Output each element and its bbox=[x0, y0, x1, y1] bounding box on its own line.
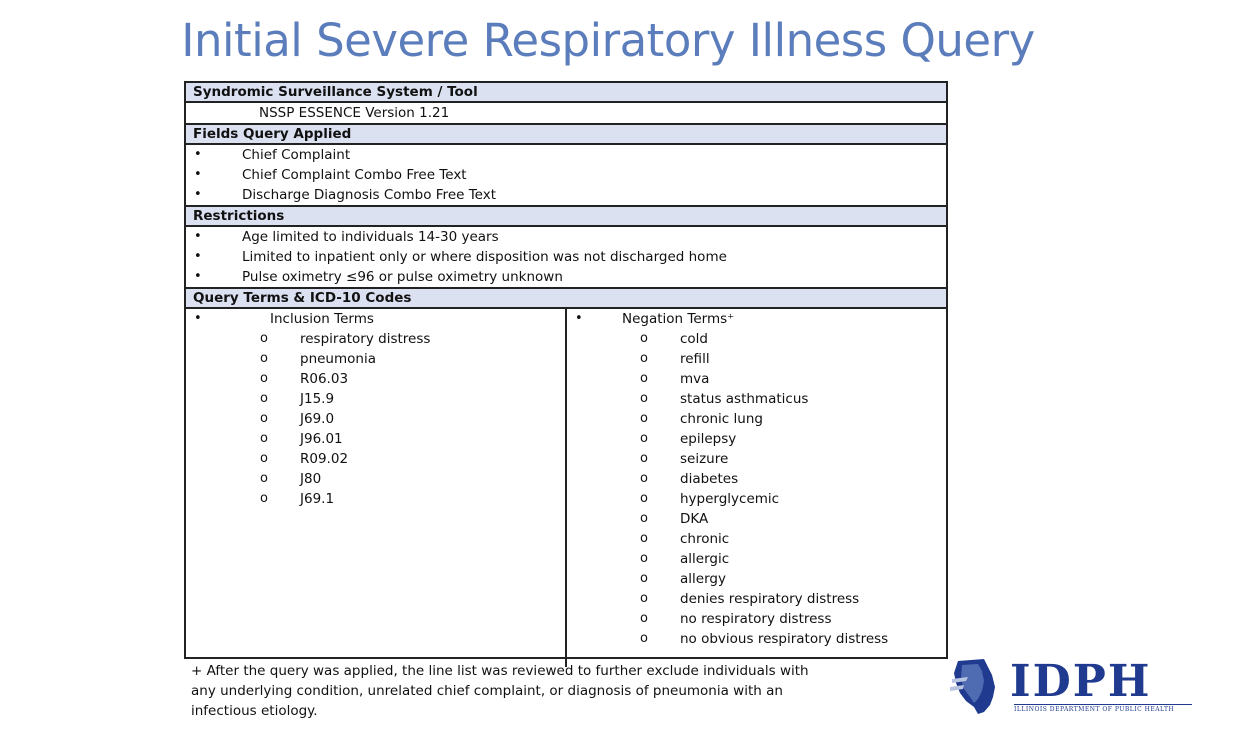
bullet: • bbox=[194, 269, 202, 284]
section-system bbox=[186, 103, 946, 125]
list-item bbox=[567, 589, 946, 609]
list-item bbox=[567, 549, 946, 569]
negation-heading: • Negation Terms⁺ bbox=[575, 311, 735, 327]
list-item bbox=[567, 369, 946, 389]
list-item bbox=[567, 509, 946, 529]
sub-bullet: o bbox=[640, 331, 648, 346]
term-text: allergy bbox=[680, 571, 726, 587]
term-text: status asthmaticus bbox=[680, 391, 809, 407]
list-item bbox=[186, 429, 565, 449]
bullet: • bbox=[575, 311, 583, 326]
sub-bullet: o bbox=[640, 511, 648, 526]
sub-bullet: o bbox=[260, 391, 268, 406]
list-item bbox=[186, 369, 565, 389]
term-text: pneumonia bbox=[300, 351, 376, 367]
list-item bbox=[567, 349, 946, 369]
list-item bbox=[186, 449, 565, 469]
term-text: seizure bbox=[680, 451, 729, 467]
term-text: mva bbox=[680, 371, 710, 387]
sub-bullet: o bbox=[640, 351, 648, 366]
term-text: refill bbox=[680, 351, 710, 367]
term-text: J96.01 bbox=[300, 431, 343, 447]
list-item bbox=[186, 469, 565, 489]
list-item bbox=[567, 569, 946, 589]
term-text: no respiratory distress bbox=[680, 611, 832, 627]
list-item bbox=[567, 429, 946, 449]
list-item: • Chief Complaint bbox=[194, 147, 351, 163]
page-title: Initial Severe Respiratory Illness Query bbox=[181, 14, 1035, 67]
negation-column bbox=[567, 309, 946, 667]
sub-bullet: o bbox=[260, 351, 268, 366]
term-text: allergic bbox=[680, 551, 730, 567]
logo-wordmark: IDPH bbox=[1010, 656, 1152, 707]
bullet: • bbox=[194, 229, 202, 244]
list-item bbox=[567, 609, 946, 629]
sub-bullet: o bbox=[640, 551, 648, 566]
term-text: respiratory distress bbox=[300, 331, 431, 347]
negation-list bbox=[567, 329, 946, 649]
term-text: diabetes bbox=[680, 471, 739, 487]
term-text: J69.0 bbox=[300, 411, 335, 427]
list-item bbox=[567, 449, 946, 469]
bullet: • bbox=[194, 187, 202, 202]
bullet: • bbox=[194, 167, 202, 182]
system-value: NSSP ESSENCE Version 1.21 bbox=[259, 105, 450, 121]
sub-bullet: o bbox=[640, 451, 648, 466]
list-item: • Age limited to individuals 14-30 years bbox=[194, 229, 499, 245]
sub-bullet: o bbox=[260, 431, 268, 446]
list-item bbox=[567, 389, 946, 409]
list-item bbox=[567, 469, 946, 489]
section-terms bbox=[186, 309, 946, 667]
section-header-system: Syndromic Surveillance System / Tool bbox=[186, 83, 946, 103]
sub-bullet: o bbox=[640, 431, 648, 446]
logo-subtitle: ILLINOIS DEPARTMENT OF PUBLIC HEALTH bbox=[1014, 704, 1192, 713]
list-item bbox=[567, 529, 946, 549]
sub-bullet: o bbox=[260, 371, 268, 386]
sub-bullet: o bbox=[640, 591, 648, 606]
list-item: • Chief Complaint Combo Free Text bbox=[194, 167, 467, 183]
inclusion-heading: • Inclusion Terms bbox=[194, 311, 374, 327]
list-item bbox=[186, 329, 565, 349]
sub-bullet: o bbox=[640, 611, 648, 626]
section-header-fields: Fields Query Applied bbox=[186, 125, 946, 145]
term-text: DKA bbox=[680, 511, 709, 527]
sub-bullet: o bbox=[260, 451, 268, 466]
sub-bullet: o bbox=[640, 471, 648, 486]
bullet: • bbox=[194, 249, 202, 264]
sub-bullet: o bbox=[640, 631, 648, 646]
term-text: no obvious respiratory distress bbox=[680, 631, 889, 647]
term-text: J69.1 bbox=[300, 491, 335, 507]
list-item: • Pulse oximetry ≤96 or pulse oximetry unknown bbox=[194, 269, 563, 285]
term-text: epilepsy bbox=[680, 431, 737, 447]
sub-bullet: o bbox=[640, 411, 648, 426]
sub-bullet: o bbox=[260, 411, 268, 426]
bullet: • bbox=[194, 147, 202, 162]
sub-bullet: o bbox=[260, 491, 268, 506]
list-item: • Discharge Diagnosis Combo Free Text bbox=[194, 187, 497, 203]
term-text: chronic lung bbox=[680, 411, 763, 427]
list-item bbox=[567, 489, 946, 509]
term-text: R06.03 bbox=[300, 371, 349, 387]
list-item bbox=[567, 629, 946, 649]
query-table bbox=[184, 81, 948, 659]
list-item bbox=[567, 329, 946, 349]
bullet: • bbox=[194, 311, 202, 326]
list-item bbox=[186, 409, 565, 429]
section-restrictions bbox=[186, 227, 946, 289]
term-text: J80 bbox=[300, 471, 322, 487]
footnote: + After the query was applied, the line list was reviewed to further exclude individuals with any underlying condition, unrelated chief complaint, or diagnosis of pneumonia with an infectious etiology. bbox=[191, 663, 809, 719]
term-text: R09.02 bbox=[300, 451, 349, 467]
list-item bbox=[567, 409, 946, 429]
section-fields bbox=[186, 145, 946, 207]
list-item bbox=[186, 489, 565, 509]
sub-bullet: o bbox=[640, 491, 648, 506]
idph-logo bbox=[948, 655, 1198, 715]
term-text: J15.9 bbox=[300, 391, 335, 407]
section-header-restrictions: Restrictions bbox=[186, 207, 946, 227]
section-header-terms: Query Terms & ICD-10 Codes bbox=[186, 289, 946, 309]
sub-bullet: o bbox=[640, 571, 648, 586]
term-text: chronic bbox=[680, 531, 730, 547]
list-item bbox=[186, 349, 565, 369]
term-text: cold bbox=[680, 331, 709, 347]
sub-bullet: o bbox=[260, 331, 268, 346]
sub-bullet: o bbox=[640, 531, 648, 546]
term-text: hyperglycemic bbox=[680, 491, 780, 507]
list-item: • Limited to inpatient only or where disposition was not discharged home bbox=[194, 249, 727, 265]
illinois-state-icon bbox=[948, 657, 1004, 715]
term-text: denies respiratory distress bbox=[680, 591, 860, 607]
sub-bullet: o bbox=[640, 391, 648, 406]
sub-bullet: o bbox=[260, 471, 268, 486]
inclusion-column bbox=[186, 309, 567, 667]
inclusion-list bbox=[186, 329, 565, 509]
sub-bullet: o bbox=[640, 371, 648, 386]
list-item bbox=[186, 389, 565, 409]
